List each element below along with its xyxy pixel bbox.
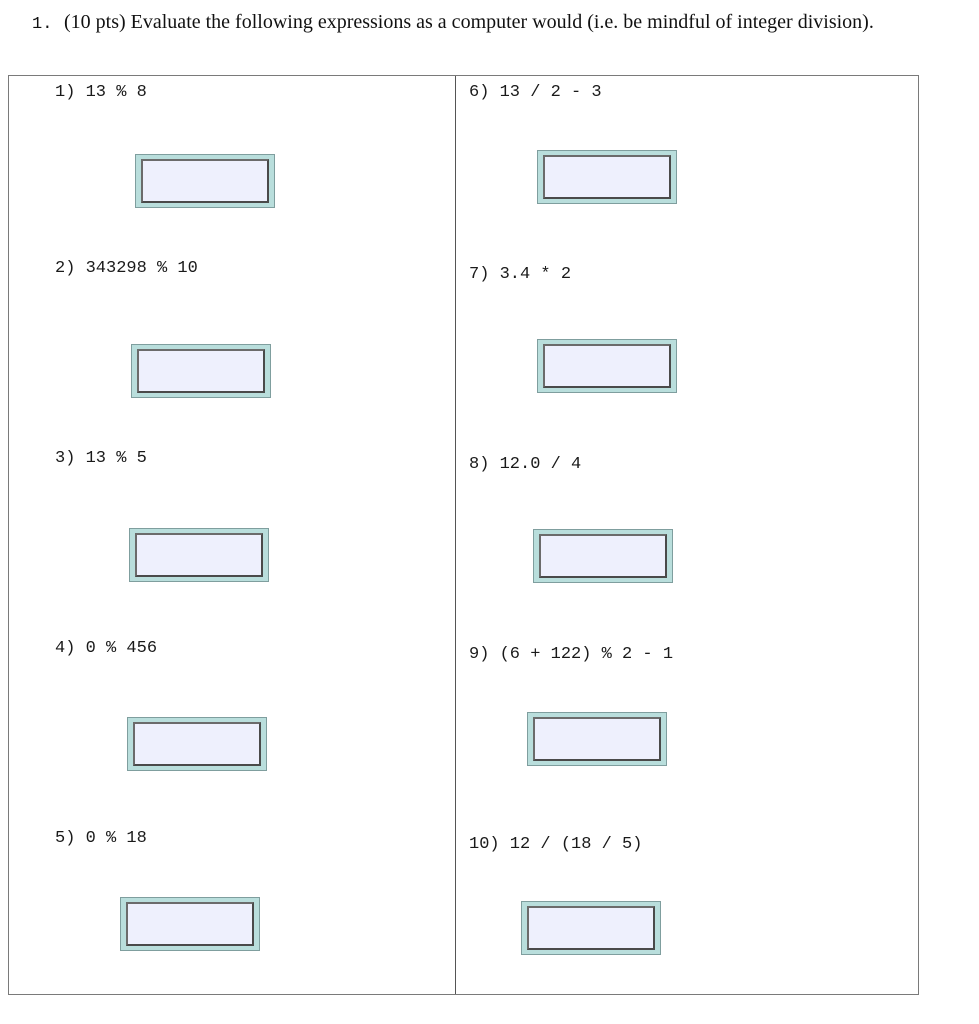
answer-box-6[interactable] [537, 150, 677, 204]
answer-grid [8, 75, 919, 995]
expression-4: 4) 0 % 456 [55, 639, 158, 658]
question-text: (10 pts) Evaluate the following expressions as a computer would (i.e. be mindful of integer division). [64, 11, 874, 33]
answer-box-10[interactable] [521, 901, 661, 955]
expression-7: 7) 3.4 * 2 [469, 265, 572, 284]
expression-8: 8) 12.0 / 4 [469, 455, 582, 474]
column-divider [455, 76, 456, 994]
question-header [32, 10, 912, 35]
expression-2: 2) 343298 % 10 [55, 259, 198, 278]
expression-1: 1) 13 % 8 [55, 83, 147, 102]
answer-box-3[interactable] [129, 528, 269, 582]
answer-box-9[interactable] [527, 712, 667, 766]
answer-box-5[interactable] [120, 897, 260, 951]
answer-box-2[interactable] [131, 344, 271, 398]
expression-6: 6) 13 / 2 - 3 [469, 83, 602, 102]
question-number: 1. [32, 15, 53, 34]
expression-10: 10) 12 / (18 / 5) [469, 835, 643, 854]
answer-box-8[interactable] [533, 529, 673, 583]
answer-box-4[interactable] [127, 717, 267, 771]
expression-3: 3) 13 % 5 [55, 449, 147, 468]
answer-box-7[interactable] [537, 339, 677, 393]
expression-5: 5) 0 % 18 [55, 829, 147, 848]
expression-9: 9) (6 + 122) % 2 - 1 [469, 645, 674, 664]
answer-box-1[interactable] [135, 154, 275, 208]
